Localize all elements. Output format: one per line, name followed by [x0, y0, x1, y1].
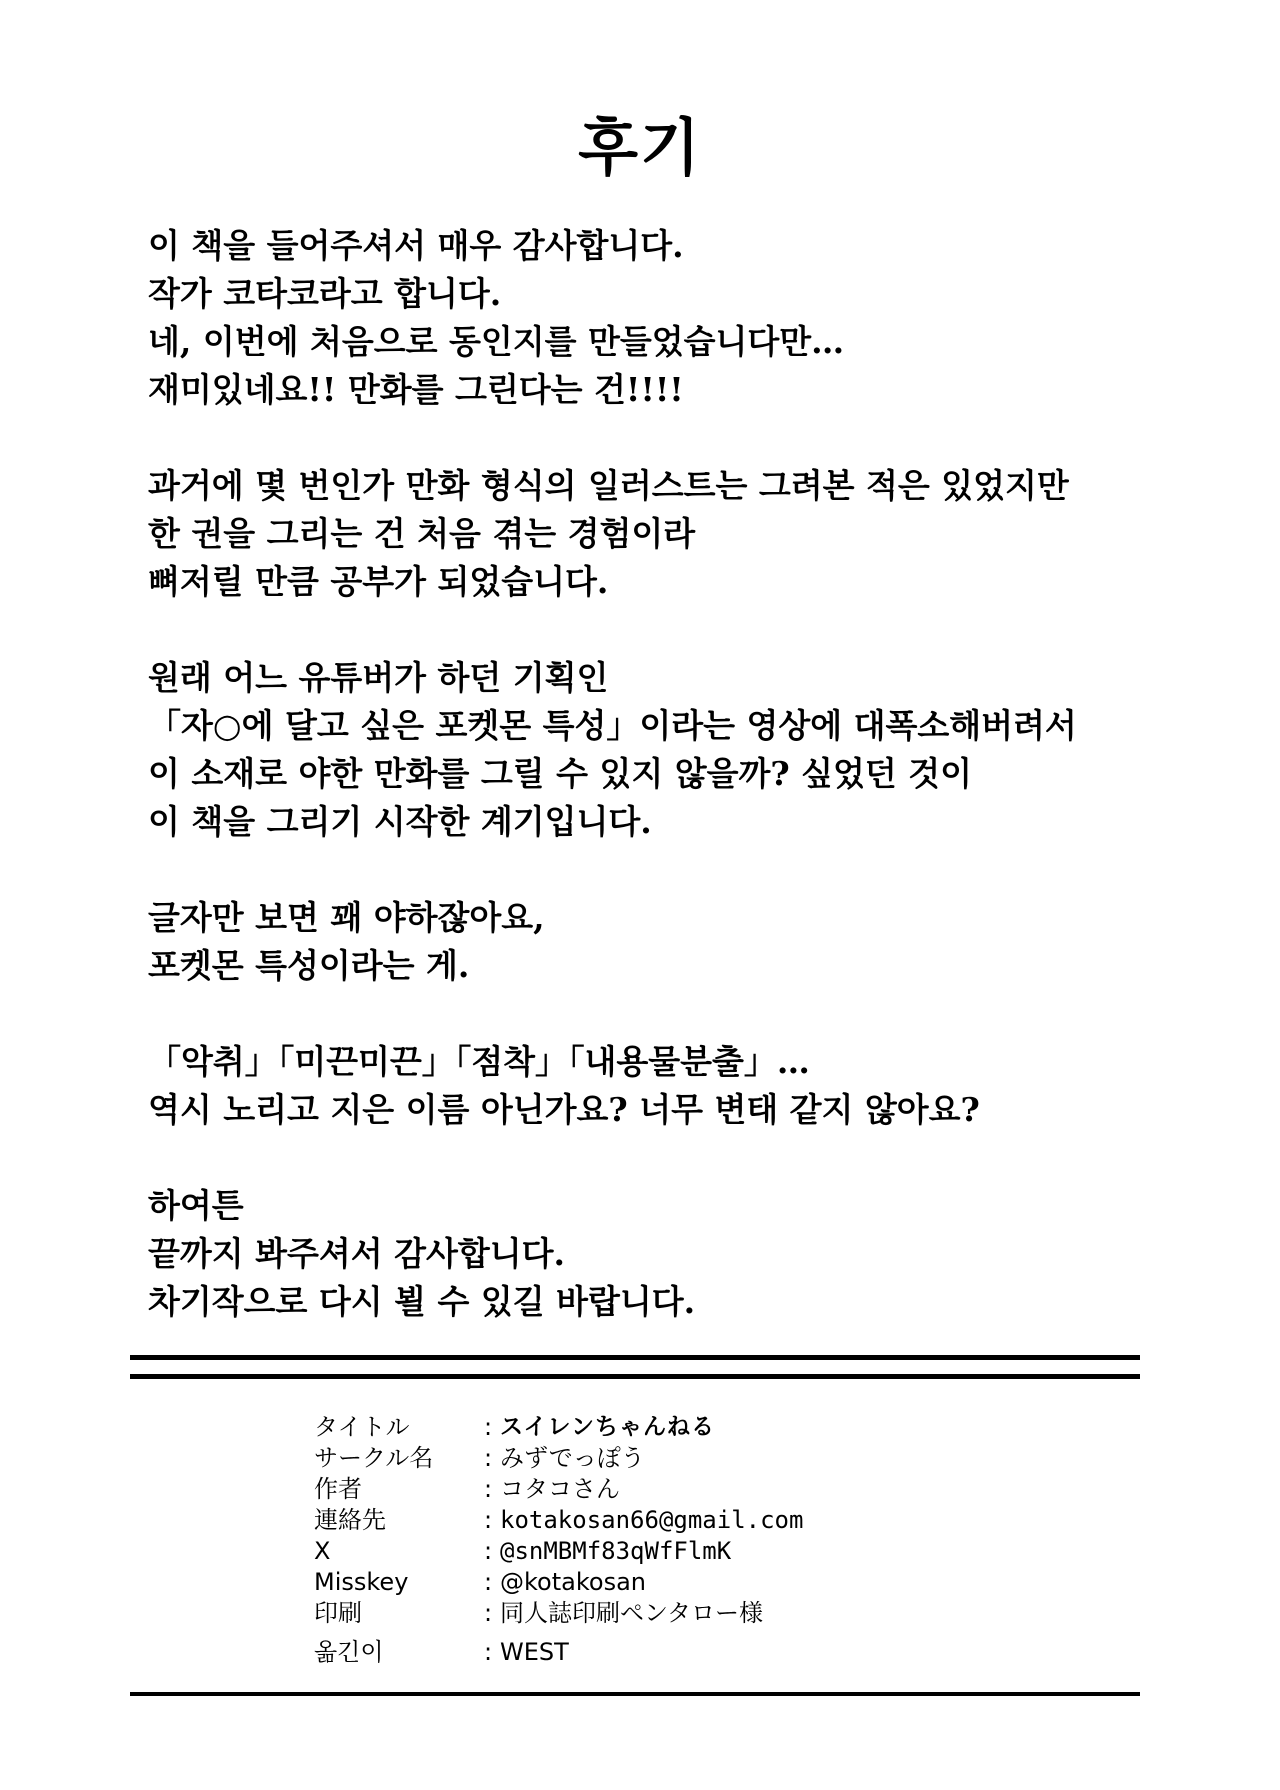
colophon-value: WEST [500, 1638, 569, 1666]
colophon-row-title [314, 1412, 1014, 1443]
colophon-colon: : [484, 1413, 493, 1441]
colophon-label: サークル名 [314, 1444, 434, 1472]
colophon-label: 作者 [314, 1475, 362, 1503]
colophon-colon: : [484, 1537, 493, 1565]
x-handle: @snMBMf83qWfFlmK [500, 1537, 732, 1565]
text-line: 원래 어느 유튜버가 하던 기획인 [148, 658, 609, 697]
colophon-colon: : [484, 1506, 493, 1534]
colophon-value: みずでっぽう [500, 1444, 645, 1472]
colophon-row-translator [314, 1637, 1014, 1668]
colophon [314, 1412, 1014, 1668]
colophon-label: X [314, 1537, 331, 1565]
colophon-row-x [314, 1536, 1014, 1567]
paragraph [148, 654, 1148, 846]
text-line: 뼈저릴 만큼 공부가 되었습니다. [148, 562, 609, 601]
colophon-row-author [314, 1474, 1014, 1505]
text-line: 「악취」「미끈미끈」「점착」「내용물분출」… [148, 1042, 810, 1081]
divider-rule [130, 1692, 1140, 1696]
text-line: 포켓몬 특성이라는 게. [148, 946, 470, 985]
text-line: 과거에 몇 번인가 만화 형식의 일러스트는 그려본 적은 있었지만 [148, 466, 1069, 505]
text-line: 작가 코타코라고 합니다. [148, 274, 502, 313]
colophon-row-misskey [314, 1567, 1014, 1598]
colophon-value: コタコさん [500, 1475, 620, 1503]
colophon-row-contact [314, 1505, 1014, 1536]
paragraph [148, 1182, 1148, 1326]
colophon-colon: : [484, 1568, 493, 1596]
text-line: 끝까지 봐주셔서 감사합니다. [148, 1234, 566, 1273]
colophon-row-circle [314, 1443, 1014, 1474]
divider-rule [130, 1374, 1140, 1379]
text-line: 글자만 보면 꽤 야하잖아요, [148, 898, 545, 937]
colophon-colon: : [484, 1638, 493, 1666]
paragraph [148, 462, 1148, 606]
text-line: 한 권을 그리는 건 처음 겪는 경험이라 [148, 514, 696, 553]
colophon-colon: : [484, 1444, 493, 1472]
text-line: 역시 노리고 지은 이름 아닌가요? 너무 변태 같지 않아요? [148, 1090, 980, 1129]
colophon-row-printer [314, 1598, 1014, 1629]
paragraph [148, 1038, 1148, 1134]
paragraph [148, 222, 1148, 414]
colophon-label: Misskey [314, 1568, 409, 1596]
colophon-value: 同人誌印刷ペンタロー様 [500, 1599, 764, 1627]
divider-rule [130, 1355, 1140, 1360]
text-line: 이 소재로 야한 만화를 그릴 수 있지 않을까? 싶었던 것이 [148, 754, 973, 793]
colophon-value: スイレンちゃんねる [500, 1414, 715, 1440]
text-line: 하여튼 [148, 1186, 244, 1225]
colophon-colon: : [484, 1475, 493, 1503]
email-link[interactable]: kotakosan66@gmail.com [500, 1506, 804, 1534]
paragraph [148, 894, 1148, 990]
text-line: 「자○에 달고 싶은 포켓몬 특성」이라는 영상에 대폭소해버려서 [148, 706, 1077, 745]
text-line: 이 책을 들어주셔서 매우 감사합니다. [148, 226, 684, 265]
colophon-label: 連絡先 [314, 1506, 386, 1534]
colophon-label: 옮긴이 [314, 1638, 384, 1666]
text-line: 이 책을 그리기 시작한 계기입니다. [148, 802, 652, 841]
text-line: 네, 이번에 처음으로 동인지를 만들었습니다만… [148, 322, 845, 361]
misskey-handle: @kotakosan [500, 1568, 646, 1596]
text-line: 재미있네요!! 만화를 그린다는 건!!!! [148, 370, 684, 409]
colophon-label: 印刷 [314, 1599, 362, 1627]
page-title: 후기 [578, 111, 702, 184]
colophon-label: タイトル [314, 1413, 410, 1441]
afterword-body [148, 222, 1148, 1374]
text-line: 차기작으로 다시 뵐 수 있길 바랍니다. [148, 1282, 696, 1321]
colophon-colon: : [484, 1599, 493, 1627]
